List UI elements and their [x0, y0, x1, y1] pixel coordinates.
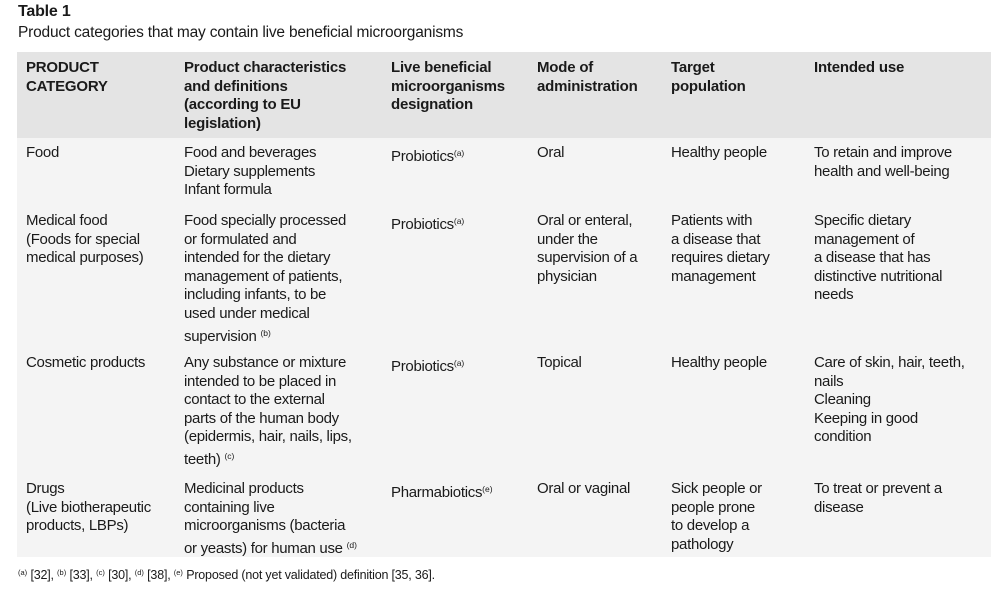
table-caption: Product categories that may contain live beneficial microorganisms — [18, 24, 464, 41]
cell-line: microorganisms (bacteria — [184, 517, 346, 535]
cell-line: (Live biotherapeutic — [26, 498, 151, 516]
cell-line: parts of the human body — [184, 409, 339, 427]
cell-line: To retain and improve — [814, 144, 952, 161]
cell-line: Cleaning — [814, 391, 871, 409]
footnote-marker: (a) — [18, 568, 28, 577]
cell-mode — [537, 354, 582, 373]
cell-line: Food and beverages — [184, 144, 317, 161]
cell-designation: Probiotics$^{(a)}$ — [391, 148, 465, 165]
cell-line: management of patients, — [184, 267, 343, 285]
cell-mode — [537, 212, 637, 286]
footnote-marker: (a) — [453, 358, 465, 368]
cell-line: requires dietary — [671, 249, 770, 267]
product-table — [17, 52, 991, 557]
cell-use — [814, 354, 965, 447]
cell-line: Target — [671, 59, 715, 76]
cell-line: Specific dietary — [814, 212, 911, 229]
cell-line: Intended use — [814, 59, 905, 76]
cell-line: (Foods for special — [26, 230, 140, 248]
cell-line: condition — [814, 428, 872, 446]
cell-line: Drugs — [26, 480, 65, 497]
cell-mode — [537, 144, 564, 163]
cell-line: including infants, to be — [184, 286, 327, 304]
cell-line: Patients with — [671, 212, 753, 229]
cell-line: health and well-being — [814, 162, 950, 180]
cell-line: designation — [391, 96, 473, 114]
cell-category — [26, 144, 59, 163]
cell-line: management of — [814, 230, 915, 248]
cell-characteristics — [184, 212, 346, 346]
cell-line: microorganisms — [391, 77, 505, 95]
cell-line: containing live — [184, 498, 275, 516]
cell-characteristics — [184, 144, 316, 200]
table-title: Table 1 — [18, 3, 71, 20]
footnote-text: Proposed (not yet validated) definition [35, 36]. — [182, 568, 435, 582]
cell-line: distinctive nutritional — [814, 267, 943, 285]
cell-line: Care of skin, hair, teeth, — [814, 354, 965, 371]
cell-line: Healthy people — [671, 144, 767, 161]
cell-line: Infant formula — [184, 181, 272, 199]
cell-category — [26, 212, 143, 268]
header-product-category — [26, 59, 108, 96]
cell-line: Keeping in good — [814, 409, 918, 427]
cell-category — [26, 354, 145, 373]
cell-line: a disease that — [671, 230, 761, 248]
cell-line: legislation) — [184, 114, 261, 132]
cell-line: Product characteristics — [184, 59, 347, 76]
cell-line: under the — [537, 230, 598, 248]
footnote-marker: (b) — [260, 327, 271, 338]
cell-line: Oral or enteral, — [537, 212, 633, 229]
cell-line: medical purposes) — [26, 249, 144, 267]
cell-line: Food specially processed — [184, 212, 347, 229]
cell-line: To treat or prevent a — [814, 480, 942, 497]
table-footnote — [18, 568, 435, 582]
cell-line: management — [671, 267, 756, 285]
cell-use — [814, 144, 952, 181]
cell-line: people prone — [671, 498, 755, 516]
cell-line: physician — [537, 267, 597, 285]
cell-line: Oral — [537, 144, 565, 161]
header-intended-use — [814, 59, 904, 78]
header-characteristics — [184, 59, 346, 133]
footnote-text: [38], — [143, 568, 174, 582]
cell-line: nails — [814, 372, 844, 390]
cell-line: used under medical — [184, 304, 310, 322]
footnote-marker: (a) — [453, 148, 465, 158]
cell-line: or formulated and — [184, 230, 297, 248]
header-mode — [537, 59, 638, 96]
cell-line: Oral or vaginal — [537, 480, 631, 497]
footnote-marker: (e) — [173, 568, 183, 577]
cell-line: Food — [26, 144, 59, 161]
cell-line: (epidermis, hair, nails, lips, — [184, 428, 352, 446]
cell-line: Healthy people — [671, 354, 767, 371]
cell-line: Dietary supplements — [184, 162, 316, 180]
cell-line: teeth) $^{(c)}$ — [184, 450, 235, 468]
cell-line: supervision $^{(b)}$ — [184, 327, 271, 345]
cell-use — [814, 212, 942, 305]
cell-line: needs — [814, 286, 854, 304]
cell-line: population — [671, 77, 746, 95]
footnote-marker: (d) — [346, 539, 357, 550]
cell-line: products, LBPs) — [26, 517, 129, 535]
cell-population — [671, 354, 767, 373]
footnote-text: [30], — [104, 568, 135, 582]
cell-line: intended for the dietary — [184, 249, 331, 267]
cell-population — [671, 480, 762, 554]
cell-category — [26, 480, 151, 536]
cell-use — [814, 480, 942, 517]
cell-line: Mode of — [537, 59, 594, 76]
cell-designation: Probiotics$^{(a)}$ — [391, 358, 465, 375]
header-population — [671, 59, 746, 96]
cell-line: supervision of a — [537, 249, 638, 267]
cell-line: Medicinal products — [184, 480, 304, 497]
cell-line: Any substance or mixture — [184, 354, 347, 371]
footnote-marker: (c) — [224, 450, 235, 461]
header-designation — [391, 59, 505, 115]
cell-line: to develop a — [671, 517, 750, 535]
cell-designation: Pharmabiotics$^{(e)}$ — [391, 484, 493, 501]
cell-line: Sick people or — [671, 480, 762, 497]
cell-line: Medical food — [26, 212, 108, 229]
footnote-text: [32], — [27, 568, 58, 582]
cell-line: contact to the external — [184, 391, 325, 409]
cell-line: PRODUCT — [26, 59, 99, 76]
footnote-marker: (c) — [96, 568, 105, 577]
cell-line: intended to be placed in — [184, 372, 337, 390]
footnote-marker: (d) — [134, 568, 144, 577]
footnote-text: [33], — [66, 568, 97, 582]
cell-designation: Probiotics$^{(a)}$ — [391, 216, 465, 233]
cell-line: pathology — [671, 535, 734, 553]
cell-line: and definitions — [184, 77, 288, 95]
cell-line: (according to EU — [184, 96, 301, 114]
footnote-marker: (e) — [482, 484, 493, 494]
cell-line: administration — [537, 77, 638, 95]
cell-line: Cosmetic products — [26, 354, 146, 371]
cell-line: Live beneficial — [391, 59, 492, 76]
cell-line: disease — [814, 498, 864, 516]
cell-line: Topical — [537, 354, 582, 371]
footnote-marker: (a) — [453, 216, 465, 226]
cell-mode — [537, 480, 630, 499]
cell-line: CATEGORY — [26, 77, 108, 95]
cell-characteristics — [184, 480, 357, 558]
footnote-marker: (b) — [57, 568, 67, 577]
cell-population — [671, 212, 770, 286]
cell-line: or yeasts) for human use $^{(d)}$ — [184, 539, 357, 557]
cell-line: a disease that has — [814, 249, 931, 267]
cell-characteristics — [184, 354, 352, 470]
cell-population — [671, 144, 767, 163]
